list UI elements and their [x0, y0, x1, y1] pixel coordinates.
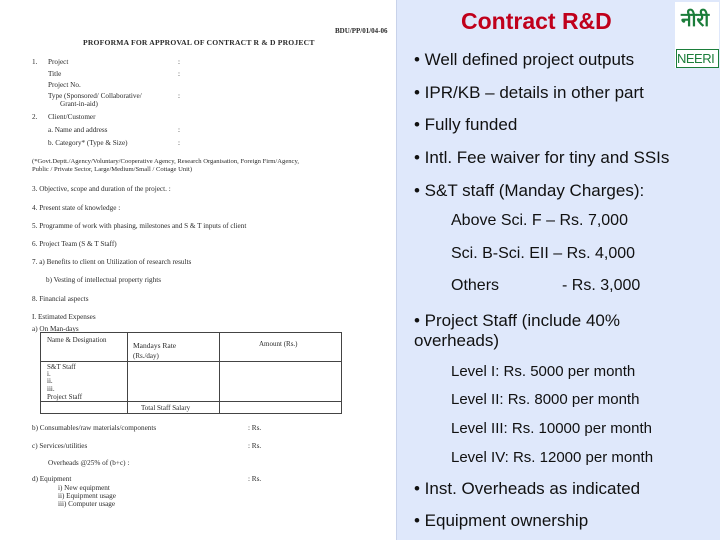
form-line: 4. Present state of knowledge :	[32, 204, 121, 212]
form-line: I. Estimated Expenses	[32, 313, 96, 321]
table-header: Name & Designation	[47, 336, 107, 344]
rate-line: Sci. B-Sci. EII – Rs. 4,000	[451, 245, 636, 262]
form-line: i) New equipment	[58, 484, 110, 492]
form-line: (*Govt.Deptt./Agency/Voluntary/Cooperative Agency, Research Organisation, Foreign Firm/Agency,	[32, 158, 299, 165]
bullet-item: • Intl. Fee waiver for tiny and SSIs	[414, 148, 670, 167]
rate-line: Above Sci. F – Rs. 7,000	[451, 212, 628, 229]
form-line: 1.	[32, 58, 38, 66]
form-title: PROFORMA FOR APPROVAL OF CONTRACT R & D PROJECT	[83, 38, 315, 47]
form-line: Grant-in-aid)	[60, 100, 98, 108]
neeri-logo	[675, 2, 719, 68]
bullet-item: • IPR/KB – details in other part	[414, 83, 644, 102]
form-line: b. Category* (Type & Size)	[48, 139, 128, 147]
logo-text: NEERI	[677, 51, 715, 66]
form-colon: :	[178, 126, 180, 134]
bullet-item-continued: overheads)	[414, 331, 500, 350]
form-line: a) On Man-days	[32, 325, 79, 333]
mandays-table	[40, 332, 342, 414]
form-line: Title	[48, 70, 62, 78]
form-line: Overheads @25% of (b+c) :	[48, 459, 130, 467]
bullet-item: • Project Staff (include 40%	[414, 311, 620, 330]
form-line: Public / Private Sector, Large/Medium/Small / Cottage Unit)	[32, 166, 193, 173]
logo-hindi-text: नीरी	[681, 9, 710, 31]
form-line: 5. Programme of work with phasing, milestones and S & T inputs of client	[32, 222, 247, 230]
form-line: : Rs.	[248, 442, 262, 450]
level-line: Level IV: Rs. 12000 per month	[451, 449, 654, 466]
form-line: a. Name and address	[48, 126, 108, 134]
form-line: : Rs.	[248, 424, 262, 432]
form-line: 8. Financial aspects	[32, 295, 89, 303]
form-line: ii) Equipment usage	[58, 492, 116, 500]
bullet-item: • Equipment ownership	[414, 511, 589, 530]
form-colon: :	[178, 92, 180, 100]
form-colon: :	[178, 70, 180, 78]
bullet-item: • Inst. Overheads as indicated	[414, 479, 641, 498]
rate-line: - Rs. 3,000	[562, 277, 641, 294]
form-ref: BDU/PP/01/04-06	[335, 27, 388, 35]
slide-title: Contract R&D	[461, 8, 612, 34]
level-line: Level I: Rs. 5000 per month	[451, 363, 636, 380]
form-line: 2.	[32, 113, 38, 121]
level-line: Level III: Rs. 10000 per month	[451, 420, 652, 437]
form-colon: :	[178, 58, 180, 66]
form-line: Type (Sponsored/ Collaborative/	[48, 92, 142, 100]
table-row: Project Staff	[47, 393, 83, 401]
table-header: (Rs./day)	[133, 352, 159, 360]
form-line: b) Consumables/raw materials/components	[32, 424, 157, 432]
form-line: iii) Computer usage	[58, 500, 116, 508]
table-row: S&T Staff	[47, 363, 76, 371]
bullet-item: • Fully funded	[414, 115, 518, 134]
form-line: b) Vesting of intellectual property rights	[46, 276, 162, 284]
form-line: d) Equipment	[32, 475, 72, 483]
table-total: Total Staff Salary	[141, 404, 191, 412]
table-header: Amount (Rs.)	[259, 340, 298, 348]
form-line: 3. Objective, scope and duration of the project. :	[32, 185, 171, 193]
rate-line: Others	[451, 277, 500, 294]
table-row: iii.	[47, 385, 55, 393]
form-line: 6. Project Team (S & T Staff)	[32, 240, 117, 248]
form-colon: :	[178, 139, 180, 147]
bullet-item: • Well defined project outputs	[414, 50, 635, 69]
form-line: : Rs.	[248, 475, 262, 483]
form-line: Project No.	[48, 81, 81, 89]
bullet-item: • S&T staff (Manday Charges):	[414, 181, 645, 200]
table-row: i.	[47, 370, 51, 378]
table-header: Mandays Rate	[133, 341, 177, 350]
form-line: c) Services/utilities	[32, 442, 88, 450]
form-line: 7. a) Benefits to client on Utilization of research results	[32, 258, 192, 266]
form-line: Client/Customer	[48, 113, 96, 121]
level-line: Level II: Rs. 8000 per month	[451, 391, 640, 408]
form-line: Project	[48, 58, 69, 66]
table-row: ii.	[47, 377, 53, 385]
